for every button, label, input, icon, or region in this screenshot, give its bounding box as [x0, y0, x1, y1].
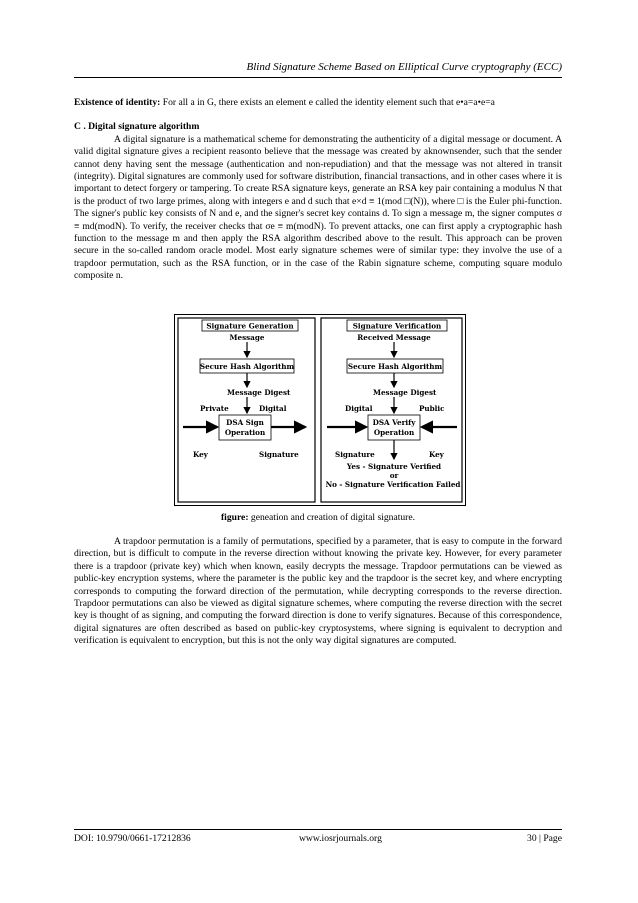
footer-website: www.iosrjournals.org [299, 833, 382, 844]
ver-digital-label: Digital [345, 404, 373, 413]
ver-result-or: or [389, 471, 399, 480]
gen-op-line1: DSA Sign [226, 418, 264, 427]
body-section-bottom [74, 536, 562, 648]
ver-result-yes: Yes - Signature Verified [346, 462, 442, 471]
ver-op-line1: DSA Verify [372, 418, 416, 427]
dsa-paragraph: A digital signature is a mathematical scheme for demonstrating the authenticity of a digital message or document. A valid digital signature gives a recipient reasonto believe that the message was created by aknownsender, such that the sender cannot deny having sent the message (authentication and non-repudiation) and that the message was not altered in transit (integrity). Digital signatures are commonly used for software distribution, financial transactions, and in other cases where it is important to detect forgery or tampering. To create RSA signature keys, generate an RSA key pair containing a modulus N that is the product of two large primes, along with integers e and d such that e×d ≡ 1(mod □(N)), where □ is the Euler phi-function. The signer's public key consists of N and e, and the signer's secret key contains d. To sign a message m, the signer computes σ ≡ md(modN). To verify, the receiver checks that σe ≡ m(modN). To prevent attacks, one can first apply a cryptographic hash function to the message m and then apply the RSA algorithm described above to the result. This approach can be proven secure in the so-called random oracle model. Most early signature schemes were of similar type: they involve the use of a trapdoor permutation, such as the RSA function, or in the case of the Rabin signature scheme, computing square modulo composite n. [74, 133, 562, 282]
running-header: Blind Signature Scheme Based on Elliptical Curve cryptography (ECC) [246, 61, 562, 73]
caption-label: figure: [220, 512, 249, 523]
identity-paragraph [74, 97, 562, 109]
ver-result-no: No - Signature Verification Failed [325, 480, 461, 489]
generation-message: Message [229, 333, 265, 342]
ver-hash-label: Secure Hash Algorithm [347, 362, 443, 371]
gen-signature-label: Signature [259, 450, 299, 459]
ver-signature-label: Signature [335, 450, 375, 459]
verification-title: Signature Verification [352, 321, 442, 331]
verification-message: Received Message [357, 333, 431, 342]
figure-caption [74, 512, 562, 523]
footer-doi: DOI: 10.9790/0661-17212836 [74, 833, 191, 844]
gen-op-line2: Operation [224, 428, 266, 437]
dsa-diagram [175, 315, 465, 505]
ver-digest-label: Message Digest [373, 388, 437, 397]
header-rule [74, 77, 562, 78]
body-section-top [74, 97, 562, 283]
gen-key-label: Key [193, 450, 208, 459]
ver-public-label: Public [419, 404, 445, 413]
identity-text: For all a in G, there exists an element e called the identity element such that e•a=a•e=a [160, 97, 495, 108]
ver-key-label: Key [429, 450, 444, 459]
generation-title: Signature Generation [206, 321, 294, 331]
section-heading: C . Digital signature algorithm [74, 121, 200, 133]
gen-digital-label: Digital [259, 404, 287, 413]
ver-op-line2: Operation [373, 428, 415, 437]
caption-text: geneation and creation of digital signature. [248, 512, 416, 523]
dsa-figure [174, 314, 466, 506]
trapdoor-paragraph: A trapdoor permutation is a family of permutations, specified by a parameter, that is easy to compute in the forward direction, but is difficult to compute in the reverse direction without knowing the private key. However, for every parameter there is a trapdoor (private key) which when known, easily decrypts the message. Trapdoor permutations can be viewed as public-key encryption systems, where the parameter is the public key and the trapdoor is the secret key, and where encrypting corresponds to computing the forward direction of the permutation, while decrypting corresponds to the reverse direction. Trapdoor permutations can also be viewed as digital signature schemes, where computing the reverse direction with the secret key is thought of as signing, and computing the forward direction is done to verify signatures. Because of this correspondence, digital signatures are often described as based on public-key cryptosystems, where signing is equivalent to decryption and verification is equivalent to encryption, but this is not the only way digital signatures are computed. [74, 536, 562, 647]
identity-label: Existence of identity: [74, 97, 161, 108]
footer-rule [74, 829, 562, 830]
footer-page-number: 30 | Page [527, 833, 562, 844]
gen-digest-label: Message Digest [227, 388, 291, 397]
gen-private-label: Private [200, 404, 229, 413]
gen-hash-label: Secure Hash Algorithm [199, 362, 295, 371]
